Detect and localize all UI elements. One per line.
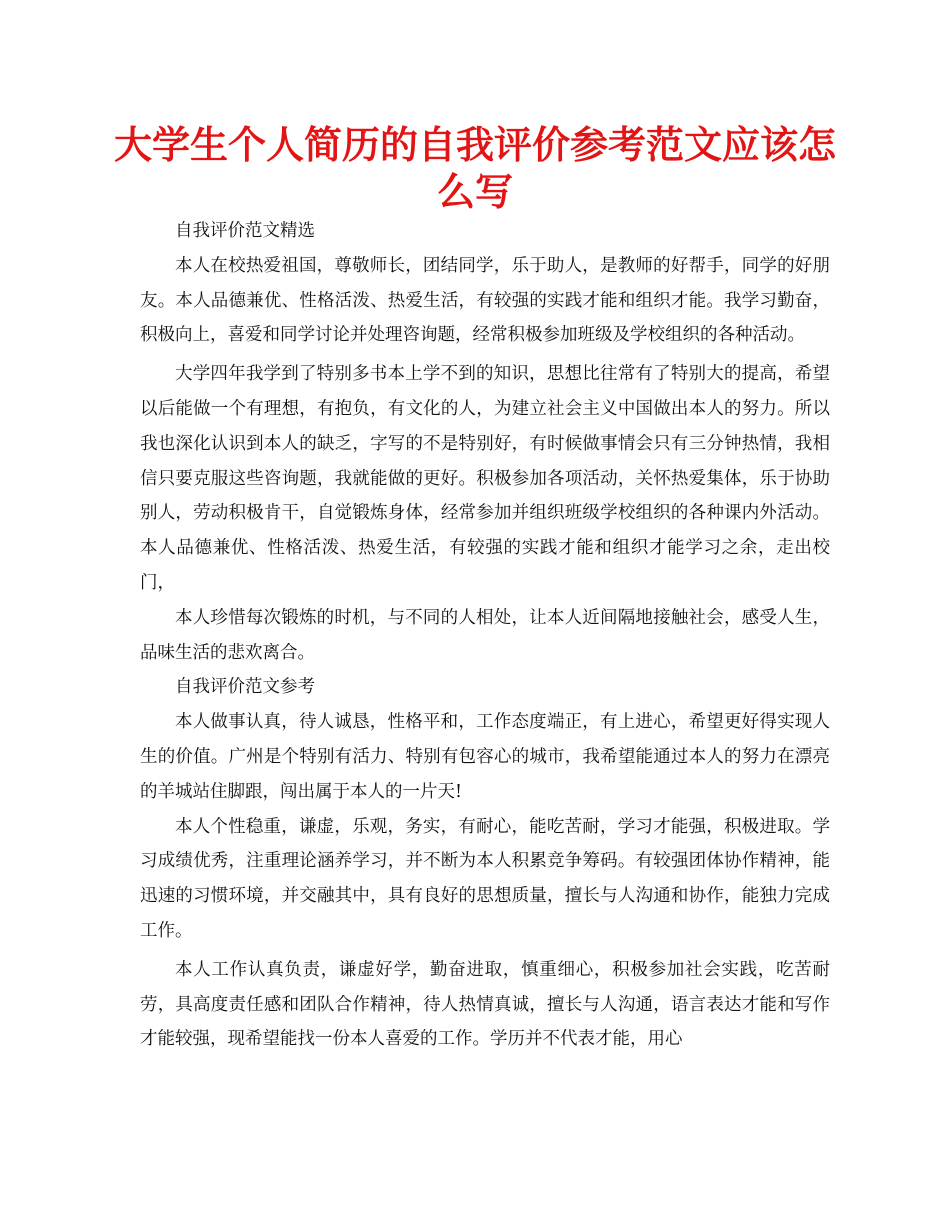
paragraph: 本人做事认真，待人诚恳，性格平和，工作态度端正，有上进心，希望更好得实现人生的价值。广州是个特别有活力、特别有包容心的城市，我希望能通过本人的努力在漂亮的羊城站住脚跟，闯出属于本人的一片天! bbox=[140, 712, 830, 802]
paragraph: 大学四年我学到了特别多书本上学不到的知识，思想比往常有了特别大的提高，希望以后能做一个有理想，有抱负，有文化的人，为建立社会主义中国做出本人的努力。所以我也深化认识到本人的缺乏，字写的不是特别好，有时候做事情会只有三分钟热情，我相信只要克服这些咨询题，我就能做的更好。积极参加各项活动，关怀热爱集体，乐于协助别人，劳动积极肯干，自觉锻炼身体，经常参加并组织班级学校组织的各种课内外活动。本人品德兼优、性格活泼、热爱生活，有较强的实践才能和组织才能学习之余，走出校门， bbox=[140, 364, 830, 593]
document-body bbox=[140, 214, 830, 1057]
paragraph: 本人珍惜每次锻炼的时机，与不同的人相处，让本人近间隔地接触社会，感受人生，品味生活的悲欢离合。 bbox=[140, 607, 830, 663]
paragraph: 本人在校热爱祖国，尊敬师长，团结同学，乐于助人，是教师的好帮手，同学的好朋友。本人品德兼优、性格活泼、热爱生活，有较强的实践才能和组织才能。我学习勤奋，积极向上，喜爱和同学讨论并处理咨询题，经常积极参加班级及学校组织的各种活动。 bbox=[140, 255, 830, 346]
document-title: 大学生个人简历的自我评价参考范文应该怎么写 bbox=[113, 123, 836, 214]
section-heading-selected: 自我评价范文精选 bbox=[175, 221, 315, 241]
paragraph: 本人个性稳重，谦虚，乐观，务实，有耐心，能吃苦耐，学习才能强，积极进取。学习成绩优秀，注重理论涵养学习，并不断为本人积累竞争筹码。有较强团体协作精神，能迅速的习惯环境，并交融其中，具有良好的思想质量，擅长与人沟通和协作，能独力完成工作。 bbox=[140, 816, 830, 941]
section-heading-reference: 自我评价范文参考 bbox=[175, 677, 315, 698]
paragraph: 本人工作认真负责，谦虚好学，勤奋进取，慎重细心，积极参加社会实践，吃苦耐劳，具高度责任感和团队合作精神，待人热情真诚，擅长与人沟通，语言表达才能和写作才能较强，现希望能找一份本人喜爱的工作。学历并不代表才能，用心 bbox=[140, 959, 830, 1050]
